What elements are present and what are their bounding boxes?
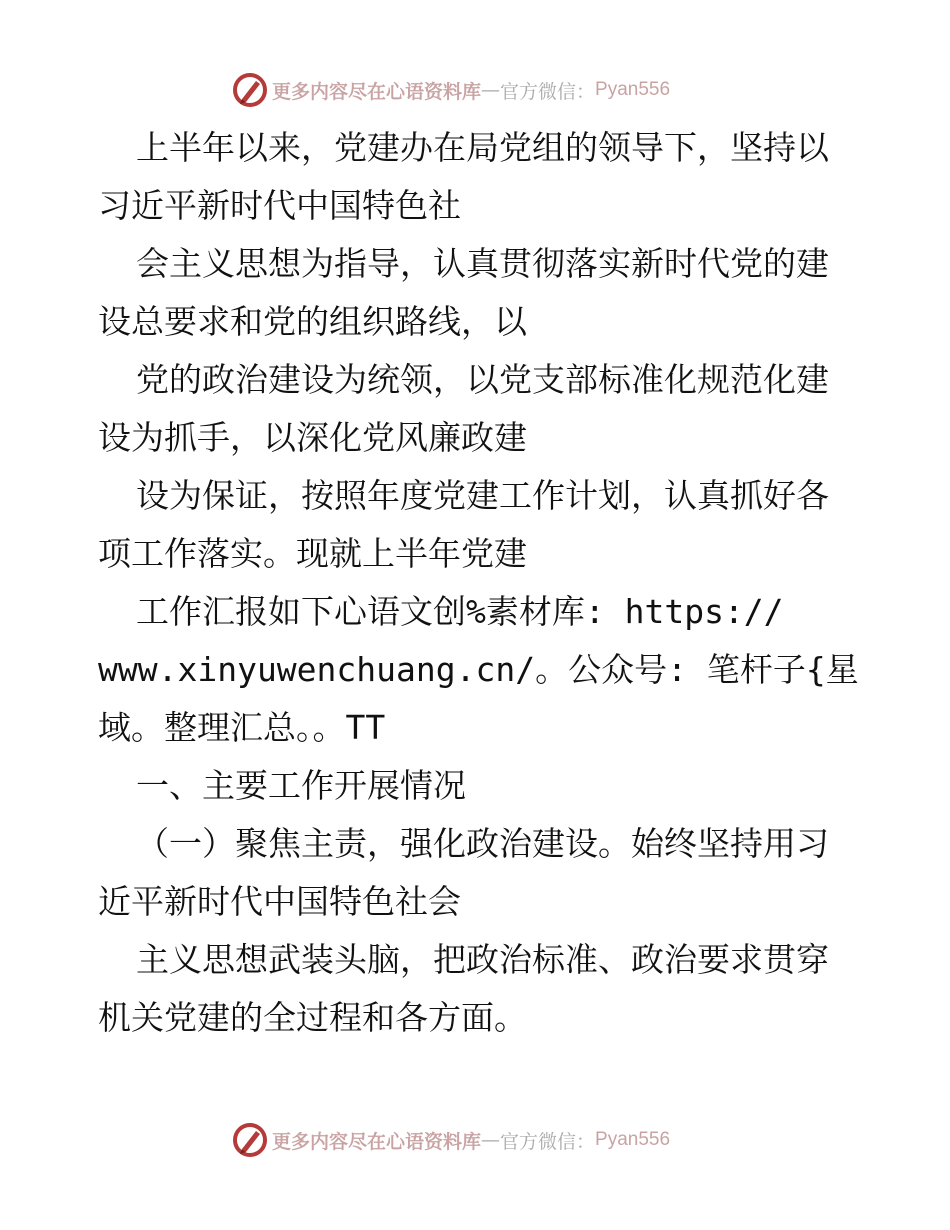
body-line: 主义思想武装头脑，把政治标准、政治要求贯穿: [136, 940, 829, 979]
watermark-logo-icon: [232, 1122, 268, 1158]
body-line: 党的政治建设为统领，以党支部标准化规范化建: [136, 360, 829, 399]
body-line: www.xinyuwenchuang.cn/。公众号: 笔杆子{星: [98, 650, 859, 689]
footer-watermark: [232, 1120, 670, 1160]
body-line: 习近平新时代中国特色社: [98, 186, 461, 225]
body-line: 设为保证，按照年度党建工作计划，认真抓好各: [136, 476, 829, 515]
body-line: 设为抓手，以深化党风廉政建: [98, 418, 527, 457]
watermark-site-text: 更多内容尽在心语资料库: [272, 80, 482, 103]
body-line: 域。整理汇总。。TT: [98, 708, 386, 747]
watermark-site-text: 更多内容尽在心语资料库: [272, 1130, 482, 1153]
watermark-account: Pyan556: [595, 1129, 671, 1150]
body-line: 项工作落实。现就上半年党建: [98, 534, 527, 573]
watermark-separator: —: [481, 79, 501, 101]
watermark-account: Pyan556: [595, 79, 671, 100]
body-line: 设总要求和党的组织路线，以: [98, 302, 527, 341]
body-line: （一）聚焦主责，强化政治建设。始终坚持用习: [136, 824, 829, 863]
body-line: 上半年以来，党建办在局党组的领导下，坚持以: [136, 128, 829, 167]
watermark-official-label: 官方微信：: [500, 1130, 596, 1153]
watermark-separator: —: [481, 1129, 501, 1151]
watermark-logo-icon: [232, 72, 268, 108]
watermark-official-label: 官方微信：: [500, 80, 596, 103]
body-line: 近平新时代中国特色社会: [98, 882, 461, 921]
section-heading: 一、主要工作开展情况: [136, 766, 466, 805]
body-line: 工作汇报如下心语文创%素材库: https://: [136, 592, 784, 631]
body-line: 会主义思想为指导，认真贯彻落实新时代党的建: [136, 244, 829, 283]
header-watermark: [232, 70, 670, 110]
body-line: 机关党建的全过程和各方面。: [98, 998, 527, 1037]
